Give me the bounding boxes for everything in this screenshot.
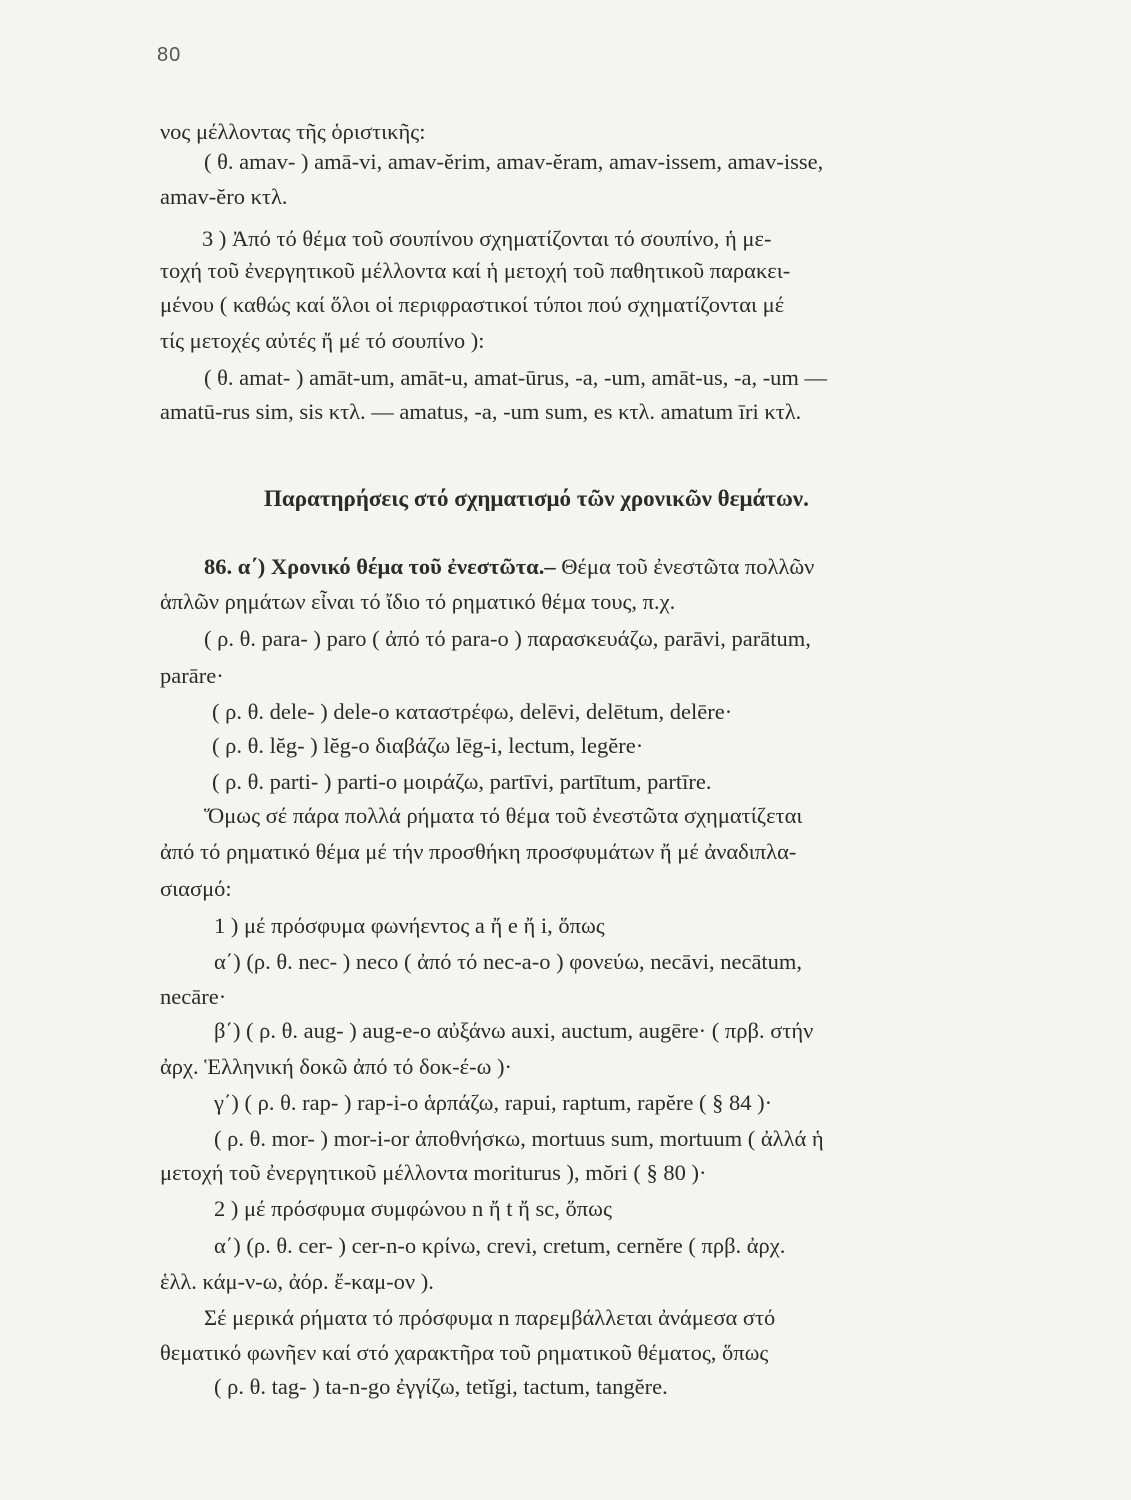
text-line: νος μέλλοντας τῆς ὁριστικῆς:: [160, 119, 426, 144]
subsection-heading: 86. α΄) Χρονικό θέμα τοῦ ἐνεστῶτα.–: [204, 554, 556, 579]
text-line: ( ρ. θ. para- ) paro ( ἀπό τό para-o ) παρασκευάζω, parāvi, parātum,: [204, 626, 811, 651]
text-line: ( ρ. θ. mor- ) mor-i-or ἀποθνήσκω, mortuus sum, mortuum ( ἀλλά ἡ: [214, 1126, 824, 1151]
text-line: σιασμό:: [160, 876, 232, 901]
text-line: amav-ĕro κτλ.: [160, 184, 288, 209]
text-line: ( ρ. θ. tag- ) ta-n-go ἐγγίζω, tetĭgi, tactum, tangĕre.: [214, 1374, 668, 1399]
text-line: θεματικό φωνῆεν καί στό χαρακτῆρα τοῦ ρηματικοῦ θέματος, ὅπως: [160, 1340, 769, 1365]
section-heading: Παρατηρήσεις στό σχηματισμό τῶν χρονικῶν θεμάτων.: [264, 486, 809, 511]
text-line: μένου ( καθώς καί ὅλοι οἱ περιφραστικοί τύποι πού σχηματίζονται μέ: [160, 292, 785, 317]
text-line: ( ρ. θ. parti- ) parti-o μοιράζω, partīvi, partītum, partīre.: [212, 769, 712, 794]
text-line: ἁπλῶν ρημάτων εἶναι τό ἴδιο τό ρηματικό θέμα τους, π.χ.: [160, 589, 676, 614]
text-line: parāre·: [160, 663, 224, 688]
text-line: ἑλλ. κάμ-ν-ω, ἀόρ. ἔ-καμ-ον ).: [160, 1269, 434, 1294]
text-line: α΄) (ρ. θ. nec- ) neco ( ἀπό τό nec-a-o ) φονεύω, necāvi, necātum,: [214, 949, 803, 974]
text-line: amatū-rus sim, sis κτλ. — amatus, -a, -um sum, es κτλ. amatum īri κτλ.: [160, 399, 802, 424]
page-number: 80: [157, 44, 182, 66]
text-line: τίς μετοχές αὐτές ἤ μέ τό σουπίνο ):: [160, 328, 485, 353]
text-line: τοχή τοῦ ἐνεργητικοῦ μέλλοντα καί ἡ μετοχή τοῦ παθητικοῦ παρακει-: [160, 258, 791, 283]
text-line: β΄) ( ρ. θ. aug- ) aug-e-o αὐξάνω auxi, auctum, augēre· ( πρβ. στήν: [214, 1018, 814, 1043]
text-line: 2 ) μέ πρόσφυμα συμφώνου n ἤ t ἤ sc, ὅπως: [214, 1196, 612, 1221]
text-line: Σέ μερικά ρήματα τό πρόσφυμα n παρεμβάλλεται ἀνάμεσα στό: [204, 1305, 776, 1330]
text-line: ἀρχ. Ἑλληνική δοκῶ ἀπό τό δοκ-έ-ω )·: [160, 1054, 513, 1079]
text-line: Ὅμως σέ πάρα πολλά ρήματα τό θέμα τοῦ ἐνεστῶτα σχηματίζεται: [204, 803, 803, 828]
paragraph-86-first-line: [204, 553, 814, 581]
text-line: ἀπό τό ρηματικό θέμα μέ τήν προσθήκη προσφυμάτων ἤ μέ ἀναδιπλα-: [160, 839, 797, 864]
text-line: necāre·: [160, 984, 227, 1009]
text-line: 3 ) Ἀπό τό θέμα τοῦ σουπίνου σχηματίζονται τό σουπίνο, ἡ με-: [202, 226, 772, 251]
text-line: ( ρ. θ. dele- ) dele-o καταστρέφω, delēvi, delētum, delēre·: [212, 699, 733, 724]
text-line: ( θ. amat- ) amāt-um, amāt-u, amat-ūrus, -a, -um, amāt-us, -a, -um —: [204, 365, 828, 390]
text-run: Θέμα τοῦ ἐνεστῶτα πολλῶν: [555, 554, 815, 579]
text-line: μετοχή τοῦ ἐνεργητικοῦ μέλλοντα moriturus ), mŏri ( § 80 )·: [160, 1160, 707, 1185]
text-line: 1 ) μέ πρόσφυμα φωνήεντος a ἤ e ἤ i, ὅπως: [214, 913, 605, 938]
text-line: ( ρ. θ. lĕg- ) lĕg-o διαβάζω lēg-i, lectum, legĕre·: [212, 733, 644, 758]
text-line: α΄) (ρ. θ. cer- ) cer-n-o κρίνω, crevi, cretum, cernĕre ( πρβ. ἀρχ.: [214, 1233, 786, 1258]
text-line: ( θ. amav- ) amā-vi, amav-ĕrim, amav-ĕram, amav-issem, amav-isse,: [204, 149, 824, 174]
text-line: γ΄) ( ρ. θ. rap- ) rap-i-o ἁρπάζω, rapui, raptum, rapĕre ( § 84 )·: [214, 1090, 773, 1115]
